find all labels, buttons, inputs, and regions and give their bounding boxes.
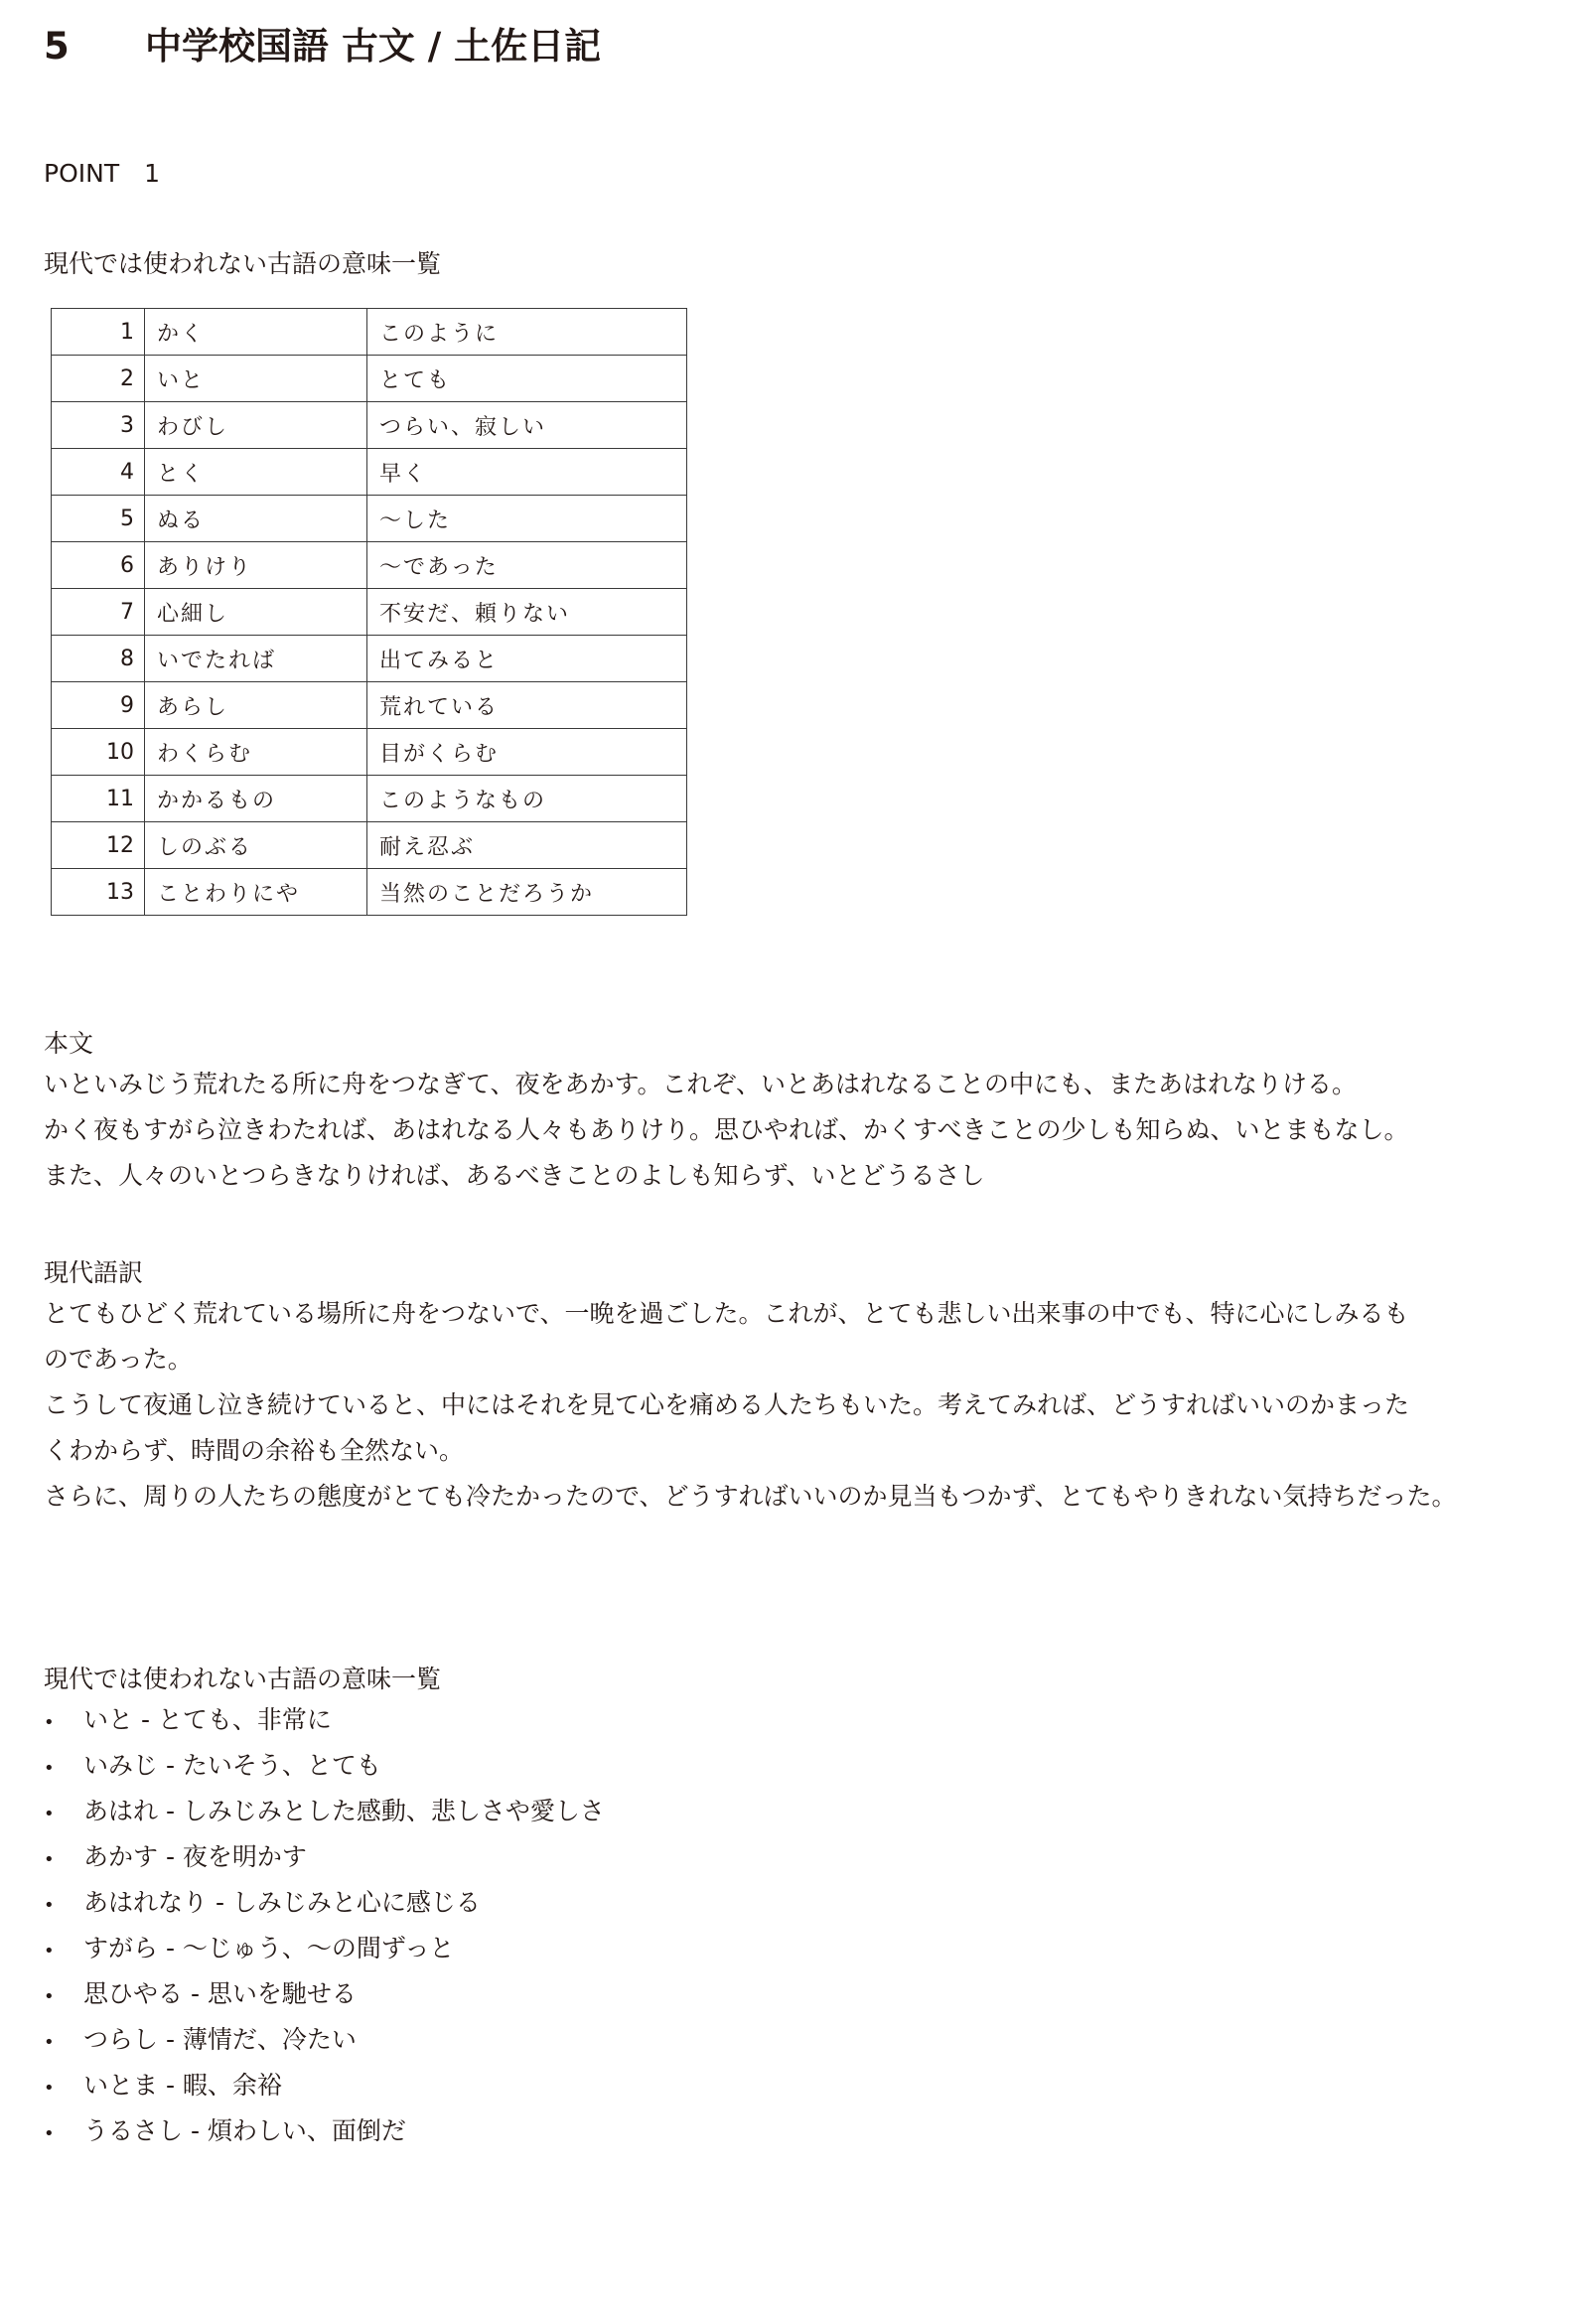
glossary-entry: いとま - 暇、余裕 [83, 2071, 282, 2100]
honbun-title: 本文 [44, 1029, 94, 1058]
honbun-line: かく夜もすがら泣きわたれば、あはれなる人々もありけり。思ひやれば、かくすべきことの少しも知らぬ、いとまもなし。 [44, 1115, 1409, 1144]
kogo-word: かかるもの [145, 776, 367, 822]
translation-line: のであった。 [44, 1345, 193, 1374]
modern-meaning: 〜であった [367, 542, 687, 589]
bullet-icon: • [44, 1986, 55, 2007]
list-item [44, 2108, 605, 2154]
kogo-word: かく [145, 309, 367, 356]
table-row [52, 589, 687, 636]
point-label: POINT 1 [44, 159, 161, 188]
table-row [52, 542, 687, 589]
glossary-entry: 思ひやる - 思いを馳せる [83, 1979, 357, 2008]
bullet-icon: • [44, 1895, 55, 1916]
translation-line: とてもひどく荒れている場所に舟をつないで、一晩を過ごした。これが、とても悲しい出来事の中でも、特に心にしみるも [44, 1299, 1409, 1328]
kogo-word: あらし [145, 682, 367, 729]
translation-line: こうして夜通し泣き続けていると、中にはそれを見て心を痛める人たちもいた。考えてみれば、どうすればいいのかまった [44, 1390, 1410, 1419]
list-item [44, 1880, 605, 1926]
translation-line: さらに、周りの人たちの態度がとても冷たかったので、どうすればいいのか見当もつかず、とてもやりきれない気持ちだった。 [44, 1482, 1457, 1511]
translation-title: 現代語訳 [44, 1258, 144, 1287]
kogo-word: ことわりにや [145, 869, 367, 916]
list-item [44, 1743, 605, 1789]
translation-line: くわからず、時間の余裕も全然ない。 [44, 1436, 465, 1465]
section-number: 5 [44, 25, 70, 68]
bullet-icon: • [44, 2032, 55, 2053]
modern-meaning: 不安だ、頼りない [367, 589, 687, 636]
honbun-line: また、人々のいとつらきなりければ、あるべきことのよしも知らず、いとどうるさし [44, 1161, 985, 1190]
kogo-word: しのぶる [145, 822, 367, 869]
row-number: 11 [52, 776, 145, 822]
modern-meaning: 耐え忍ぶ [367, 822, 687, 869]
modern-meaning: このように [367, 309, 687, 356]
list-item [44, 1834, 605, 1880]
honbun-line: いといみじう荒れたる所に舟をつなぎて、夜をあかす。これぞ、いとあはれなることの中にも、またあはれなりける。 [44, 1070, 1358, 1098]
row-number: 13 [52, 869, 145, 916]
row-number: 7 [52, 589, 145, 636]
kogo-word: いと [145, 356, 367, 402]
page-heading [44, 16, 601, 70]
table-row [52, 356, 687, 402]
vocab-table [51, 308, 687, 916]
table-row [52, 309, 687, 356]
modern-meaning: このようなもの [367, 776, 687, 822]
table-row [52, 729, 687, 776]
bullet-icon: • [44, 1941, 55, 1961]
table-row [52, 496, 687, 542]
list-item [44, 1789, 605, 1834]
row-number: 8 [52, 636, 145, 682]
bullet-icon: • [44, 1849, 55, 1870]
section-title: 中学校国語 古文 / 土佐日記 [145, 25, 602, 68]
kogo-word: わくらむ [145, 729, 367, 776]
bullet-icon: • [44, 2123, 55, 2144]
glossary-entry: いみじ - たいそう、とても [83, 1751, 381, 1780]
bullet-icon: • [44, 1804, 55, 1824]
modern-meaning: とても [367, 356, 687, 402]
glossary-list [44, 1697, 605, 2154]
bullet-icon: • [44, 1712, 55, 1733]
modern-meaning: つらい、寂しい [367, 402, 687, 449]
list-item [44, 2063, 605, 2108]
bullet-icon: • [44, 1758, 55, 1779]
modern-meaning: 当然のことだろうか [367, 869, 687, 916]
modern-meaning: 〜した [367, 496, 687, 542]
list-item [44, 1926, 605, 1971]
modern-meaning: 出てみると [367, 636, 687, 682]
translation-text [44, 1291, 1553, 1520]
row-number: 10 [52, 729, 145, 776]
row-number: 5 [52, 496, 145, 542]
kogo-word: とく [145, 449, 367, 496]
glossary-title: 現代では使われない古語の意味一覧 [44, 1665, 442, 1693]
row-number: 12 [52, 822, 145, 869]
bullet-icon: • [44, 2078, 55, 2099]
table-row [52, 682, 687, 729]
table-row [52, 402, 687, 449]
glossary-entry: すがら - 〜じゅう、〜の間ずっと [83, 1934, 455, 1962]
table-row [52, 636, 687, 682]
kogo-word: 心細し [145, 589, 367, 636]
glossary-entry: いと - とても、非常に [83, 1705, 332, 1734]
table-row [52, 822, 687, 869]
glossary-entry: つらし - 薄情だ、冷たい [83, 2025, 357, 2054]
kogo-word: ぬる [145, 496, 367, 542]
glossary-entry: あはれ - しみじみとした感動、悲しさや愛しさ [83, 1797, 605, 1825]
table-row [52, 869, 687, 916]
modern-meaning: 荒れている [367, 682, 687, 729]
vocab-table-title: 現代では使われない古語の意味一覧 [44, 249, 442, 278]
table-row [52, 776, 687, 822]
row-number: 6 [52, 542, 145, 589]
modern-meaning: 早く [367, 449, 687, 496]
list-item [44, 1697, 605, 1743]
glossary-entry: あはれなり - しみじみと心に感じる [83, 1888, 481, 1917]
kogo-word: わびし [145, 402, 367, 449]
row-number: 1 [52, 309, 145, 356]
table-row [52, 449, 687, 496]
list-item [44, 1971, 605, 2017]
modern-meaning: 目がくらむ [367, 729, 687, 776]
glossary-entry: あかす - 夜を明かす [83, 1842, 307, 1871]
glossary-entry: うるさし - 煩わしい、面倒だ [83, 2116, 406, 2145]
honbun-text [44, 1062, 1553, 1199]
list-item [44, 2017, 605, 2063]
row-number: 3 [52, 402, 145, 449]
row-number: 4 [52, 449, 145, 496]
kogo-word: いでたれば [145, 636, 367, 682]
kogo-word: ありけり [145, 542, 367, 589]
row-number: 2 [52, 356, 145, 402]
row-number: 9 [52, 682, 145, 729]
